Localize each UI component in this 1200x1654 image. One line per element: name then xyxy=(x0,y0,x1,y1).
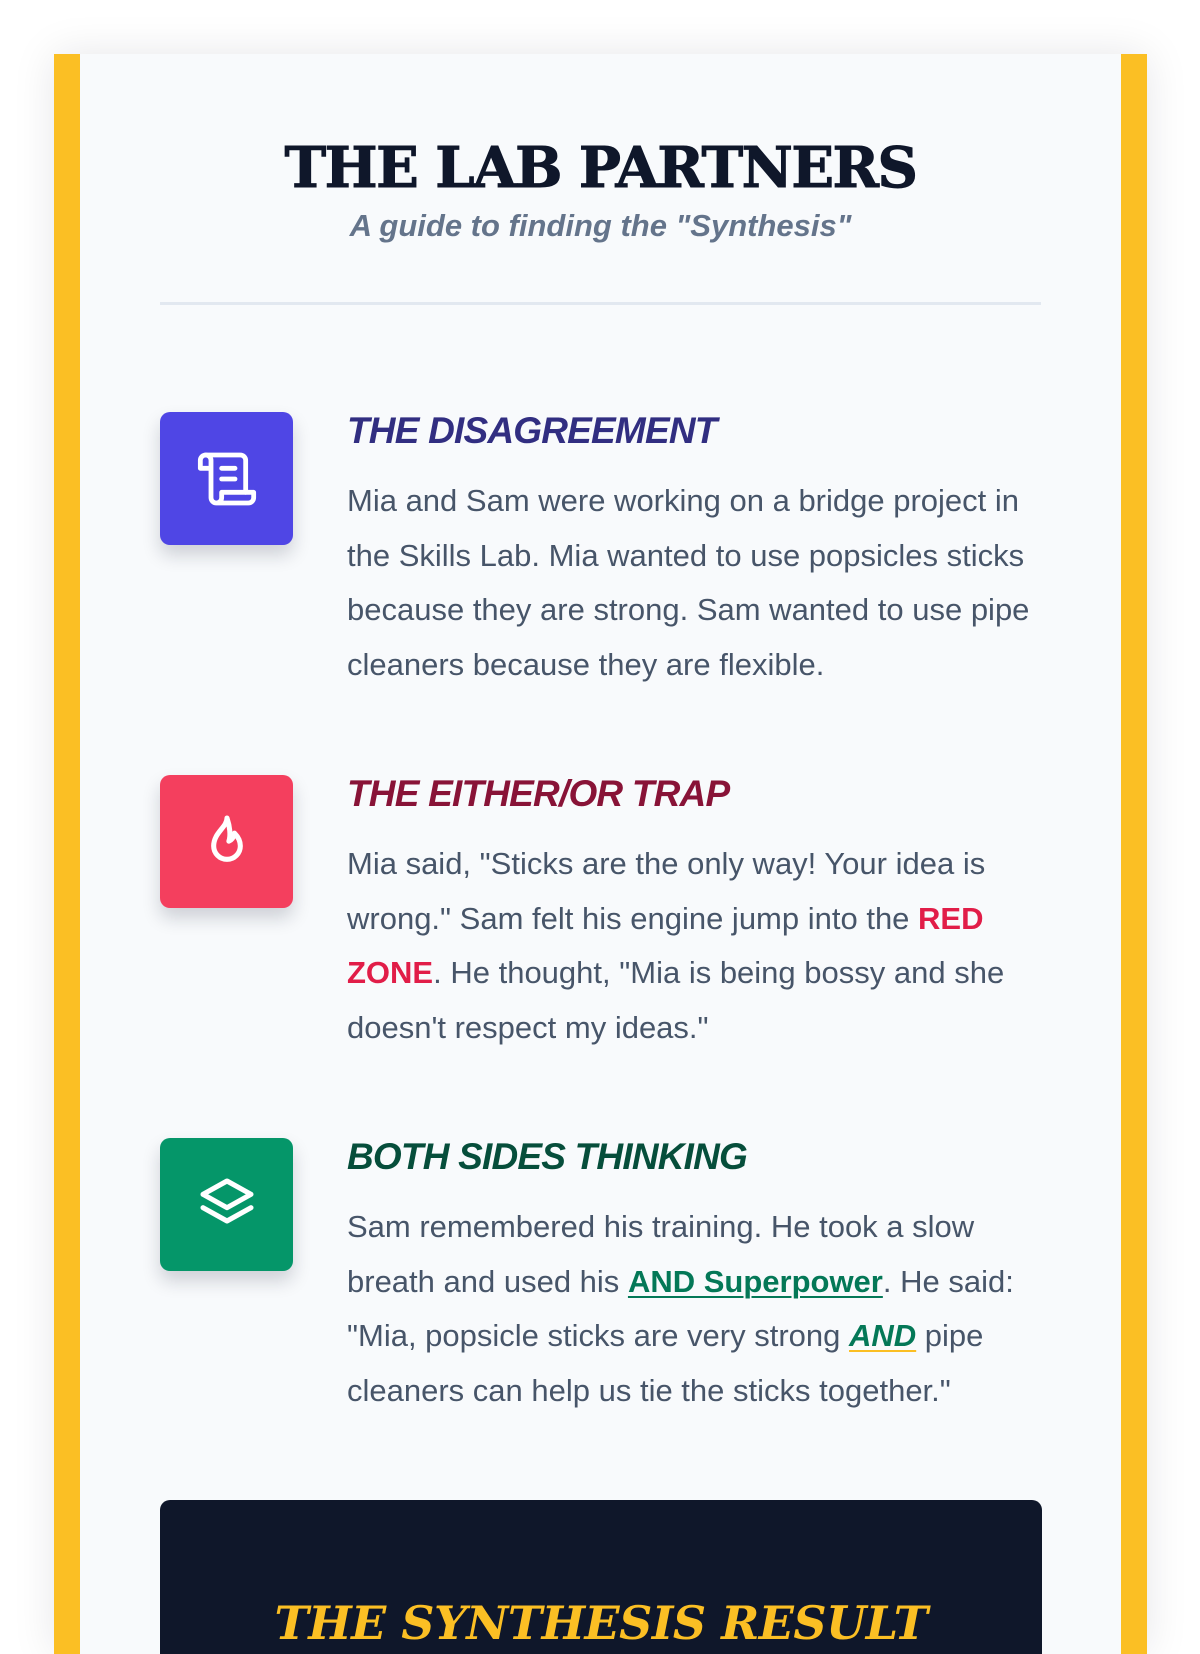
section-either-or-trap xyxy=(160,775,1042,1138)
body-text: . He thought, "Mia is being bossy and she doesn't respect my ideas." xyxy=(347,955,1005,1045)
and-emphasis: AND xyxy=(849,1318,917,1353)
layers-icon xyxy=(160,1138,293,1271)
section-both-sides-thinking xyxy=(160,1138,1042,1501)
scroll-icon xyxy=(160,412,293,545)
section-text xyxy=(347,406,1042,692)
body-text: . He said: "Mia, popsicle sticks are very strong xyxy=(347,1263,1014,1353)
section-body xyxy=(347,837,1042,1055)
red-zone-highlight: RED ZONE xyxy=(347,900,984,990)
page-subtitle: A guide to finding the "Synthesis" xyxy=(349,208,852,243)
body-text: pipe cleaners can help us tie the sticks together." xyxy=(347,1318,984,1408)
body-text: Mia said, "Sticks are the only way! Your idea is wrong." Sam felt his engine jump into the xyxy=(347,846,986,936)
section-body: Mia and Sam were working on a bridge project in the Skills Lab. Mia wanted to use popsicles sticks because they are strong. Sam wanted to use pipe cleaners because they are flexible. xyxy=(347,483,1030,682)
section-text xyxy=(347,1132,1042,1418)
flame-icon xyxy=(160,775,293,908)
result-title: THE SYNTHESIS RESULT xyxy=(274,1596,928,1650)
and-superpower-term: AND Superpower xyxy=(627,1263,883,1299)
section-heading: BOTH SIDES THINKING xyxy=(347,1136,748,1177)
section-heading: THE EITHER/OR TRAP xyxy=(347,773,730,814)
section-text xyxy=(347,769,1042,1055)
section-body xyxy=(347,1200,1042,1418)
synthesis-result-box xyxy=(160,1500,1042,1654)
page-title: THE LAB PARTNERS xyxy=(284,135,917,201)
section-disagreement xyxy=(160,412,1042,775)
header xyxy=(80,54,1121,248)
section-heading: THE DISAGREEMENT xyxy=(347,410,717,451)
body-text: Sam remembered his training. He took a slow breath and used his xyxy=(347,1209,975,1299)
story-card xyxy=(54,54,1147,1654)
story-sections xyxy=(80,305,1121,1501)
